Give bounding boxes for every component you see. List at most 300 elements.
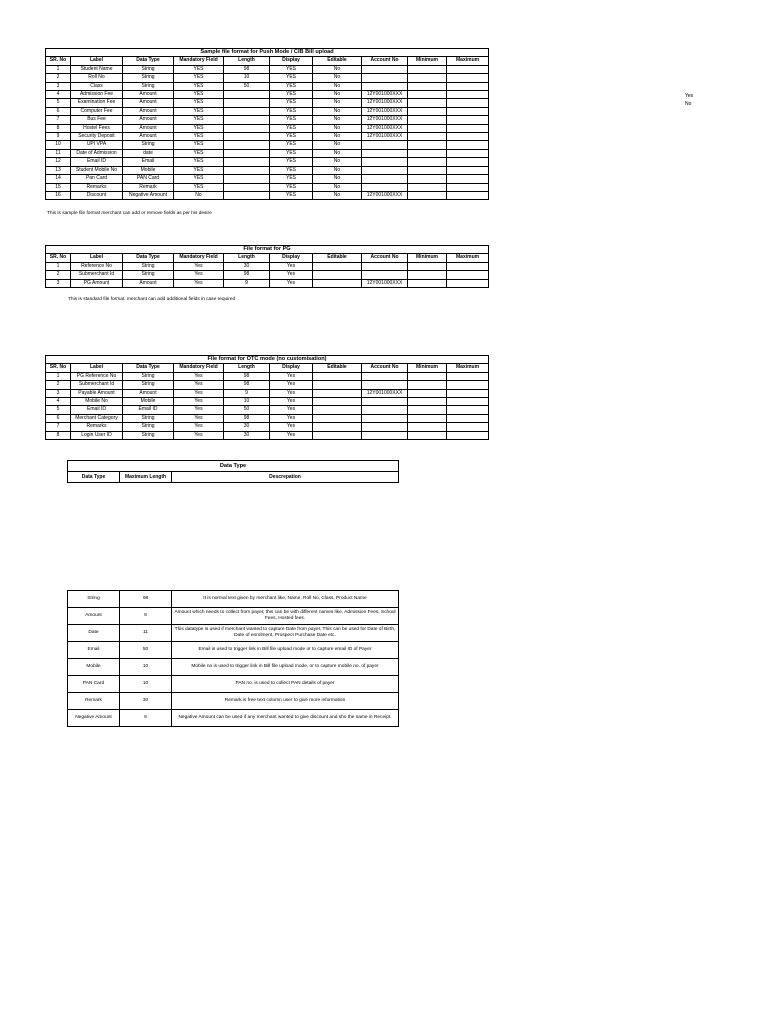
table-cell [447,431,489,439]
table-row [46,262,489,270]
table-cell: Yes [174,423,224,431]
table-cell: String [123,141,174,149]
table-cell: No [313,99,362,107]
table-cell: 12Y001000XXX [362,99,408,107]
table-cell [224,183,270,191]
table-cell [408,279,447,287]
table-cell: YES [270,175,313,183]
table-cell: No [313,133,362,141]
table-cell [224,175,270,183]
column-header: Minimum [408,364,447,372]
column-header: Minimum [408,57,447,65]
column-header: Maximum Length [120,472,172,483]
table-cell: Amount [123,91,174,99]
table-cell: Yes [270,414,313,422]
table-cell: Yes [174,398,224,406]
table-cell: String [123,271,174,279]
header-row [46,364,489,372]
table-row [68,710,399,727]
table-cell [408,423,447,431]
table-cell [313,398,362,406]
table-cell: PAN no. is used to collect PAN details of payer [172,676,399,693]
column-header: SR. No [46,57,71,65]
column-header: Minimum [408,254,447,262]
table-cell: Student Mobile No [71,166,123,174]
table-cell: No [313,141,362,149]
column-header: Account No [362,254,408,262]
table-cell [408,183,447,191]
table-title: File format for PG [46,246,489,254]
table-cell: PAN Card [68,676,120,693]
header-row [46,254,489,262]
table-cell: 3 [46,279,71,287]
table-row [68,642,399,659]
table-row [46,398,489,406]
table-cell: 98 [224,271,270,279]
table-cell [408,398,447,406]
table-cell: PAN Card [123,175,174,183]
table-cell [362,406,408,414]
table-cell: String [123,65,174,73]
table-cell: String [123,431,174,439]
table-cell [408,158,447,166]
table-cell [447,183,489,191]
table-cell: 14 [46,175,71,183]
table-cell [313,414,362,422]
table-cell: Yes [174,279,224,287]
table-cell [447,175,489,183]
table-cell [362,175,408,183]
table-cell: Yes [174,389,224,397]
table-cell: 2 [46,74,71,82]
table-cell [362,158,408,166]
table-cell: Yes [270,381,313,389]
table-cell: Yes [270,262,313,270]
table-cell: Amount which needs to collect from payer, this can be with different names like, Admission Fees, School Fees, Hosted fees. [172,608,399,625]
column-header: Maximum [447,57,489,65]
table-cell: 50 [224,406,270,414]
table-cell: Yes [174,271,224,279]
column-header: Label [71,254,123,262]
table-cell: YES [174,74,224,82]
table-cell: 3 [46,389,71,397]
table-cell [224,191,270,199]
table-cell: Reference No [71,262,123,270]
column-header: Length [224,57,270,65]
column-header: Display [270,254,313,262]
data-type-descriptions-table [67,590,399,727]
table-cell: Merchant Category [71,414,123,422]
table-row [46,183,489,191]
table-cell: 50 [120,642,172,659]
table-row [46,279,489,287]
column-header: Label [71,57,123,65]
table-cell: Yes [174,414,224,422]
table-cell [447,141,489,149]
table-cell [362,183,408,191]
table-cell: Bus Fee [71,116,123,124]
table-cell [447,423,489,431]
table-row [46,381,489,389]
column-header: Editable [313,254,362,262]
table2-note: This is standard file format, merchant can add additional fields in case required [68,297,236,302]
table-cell: 12Y001000XXX [362,91,408,99]
table-cell: Yes [270,431,313,439]
table-cell [408,82,447,90]
table-row [46,82,489,90]
table-cell [447,116,489,124]
table-cell: Negative Amount [68,710,120,727]
table-cell [447,191,489,199]
table-row [46,133,489,141]
table-cell: YES [270,91,313,99]
table-cell: String [123,414,174,422]
pg-format-table [45,245,489,288]
column-header: SR. No [46,364,71,372]
table-cell [408,133,447,141]
column-header: Length [224,254,270,262]
column-header: Account No [362,364,408,372]
table-cell: String [123,262,174,270]
table-cell: 11 [46,149,71,157]
table-cell: YES [174,91,224,99]
table-cell: Date of Admission [71,149,123,157]
table-cell: Remark [123,183,174,191]
table-cell: YES [174,141,224,149]
table-cell [362,414,408,422]
column-header: Label [71,364,123,372]
table-cell: 12Y001000XXX [362,279,408,287]
table-cell [447,262,489,270]
table-cell [362,74,408,82]
table-cell: Remark is free text column user to give more information [172,693,399,710]
table-cell [408,141,447,149]
header-row [46,57,489,65]
table-cell [224,107,270,115]
table-cell: Email [123,158,174,166]
table-cell: YES [174,99,224,107]
table-cell: Examination Fee [71,99,123,107]
table-cell: Amount [123,99,174,107]
table-cell [362,149,408,157]
table-cell [408,406,447,414]
table-cell: Security Deposit [71,133,123,141]
table-cell: YES [270,158,313,166]
table-cell: Negative Amount [123,191,174,199]
table-cell: YES [270,133,313,141]
table-cell: YES [174,133,224,141]
table-row [46,107,489,115]
table-cell: YES [174,107,224,115]
column-header: Mandatory Field [174,57,224,65]
table-cell [447,406,489,414]
table-cell: 8 [46,124,71,132]
table-row [46,141,489,149]
table-cell [447,107,489,115]
table-cell [447,74,489,82]
table-cell: YES [174,116,224,124]
table-cell: Amount [123,116,174,124]
table-cell: 12Y001000XXX [362,116,408,124]
column-header: Descrepation [172,472,399,483]
table-cell: 9 [120,710,172,727]
table-cell: 16 [46,191,71,199]
table-cell: No [313,116,362,124]
table-cell: Mobile [68,659,120,676]
table-cell: YES [174,149,224,157]
table-row [46,389,489,397]
table-cell: Yes [270,406,313,414]
table-cell: No [313,149,362,157]
table-cell: Payable Amount [71,389,123,397]
table-cell: Amount [123,107,174,115]
table-cell: 12Y001000XXX [362,389,408,397]
table-cell: Mobile No [71,398,123,406]
table-cell: 6 [46,414,71,422]
table-cell: UPI VPA [71,141,123,149]
table-cell [447,133,489,141]
table-cell: Roll No [71,74,123,82]
table-cell [408,65,447,73]
table-cell: YES [174,158,224,166]
table-cell: Mobile [123,166,174,174]
table-cell [408,191,447,199]
table-cell: Class [71,82,123,90]
table-cell: No [313,74,362,82]
table-cell: 1 [46,372,71,380]
table-cell: Hostel Fees [71,124,123,132]
table-cell [447,91,489,99]
column-header: Maximum [447,254,489,262]
table-cell [447,414,489,422]
table-cell [224,133,270,141]
table-cell: String [123,82,174,90]
table-cell: 98 [224,414,270,422]
table1-note: This is sample file format merchant can add or remove fields as per his desire [47,211,212,216]
table-cell: Pan Card [71,175,123,183]
data-type-header-table [67,460,399,483]
table-cell: PG Amount [71,279,123,287]
table-cell: 98 [120,591,172,608]
column-header: Account No [362,57,408,65]
table-cell: 5 [46,406,71,414]
column-header: Data Type [123,364,174,372]
table-cell [408,431,447,439]
table-cell: 7 [46,423,71,431]
table-cell: 5 [46,99,71,107]
table-cell: This datatype is used if merchant wanted to capture Date from payer, This can be used for Date of Birth, Date of enrolment, Prospect Purchase Date etc. [172,625,399,642]
column-header: Mandatory Field [174,254,224,262]
column-header: Data Type [123,57,174,65]
table-cell: 30 [224,423,270,431]
table-cell [313,406,362,414]
table-cell [224,116,270,124]
table-cell [447,398,489,406]
table-cell: YES [174,124,224,132]
table-cell [362,262,408,270]
table-row [46,74,489,82]
table-cell: YES [270,82,313,90]
table-cell: 12Y001000XXX [362,133,408,141]
table-row [68,608,399,625]
table-cell [362,271,408,279]
table-cell: Email ID [123,406,174,414]
table-cell: Submerchant Id [71,271,123,279]
table-cell [408,271,447,279]
table-cell [224,166,270,174]
table-cell: Yes [270,279,313,287]
table-cell: 9 [224,279,270,287]
table-cell [447,82,489,90]
table-row [68,676,399,693]
table-cell: It is normal text given by merchant like, Name, Roll No, Class, Product Name [172,591,399,608]
table-cell: String [123,74,174,82]
table-cell [447,99,489,107]
column-header: SR. No [46,254,71,262]
table-row [46,406,489,414]
column-header: Mandatory Field [174,364,224,372]
table-title: Data Type [68,461,399,472]
table-cell [447,372,489,380]
table-cell: Email [68,642,120,659]
table-cell [224,141,270,149]
table-cell [362,381,408,389]
table-cell: Email ID [71,158,123,166]
table-cell: YES [270,74,313,82]
table-cell: 2 [46,271,71,279]
table-row [46,91,489,99]
table-cell [408,107,447,115]
table-cell: 12Y001000XXX [362,107,408,115]
table-cell: Amount [123,133,174,141]
table-cell: Mobile no is used to trigger link in Bill file upload mode, or to capture mobile no. of payer [172,659,399,676]
table-cell: Amount [123,124,174,132]
table-cell [224,158,270,166]
table-cell: 10 [120,659,172,676]
table-row [46,423,489,431]
table-cell [447,65,489,73]
table-row [46,191,489,199]
table-cell: 50 [224,82,270,90]
table-cell: 1 [46,262,71,270]
column-header: Maximum [447,364,489,372]
column-header: Display [270,364,313,372]
table-cell: 8 [46,431,71,439]
table-cell [447,124,489,132]
table-cell [362,166,408,174]
table-cell: No [313,175,362,183]
table-row [68,591,399,608]
table-cell: No [313,166,362,174]
otc-format-table [45,355,489,440]
table-cell: YES [270,183,313,191]
table-cell: 4 [46,398,71,406]
table-cell: YES [270,65,313,73]
table-cell [362,398,408,406]
table-cell [408,262,447,270]
table-cell [362,82,408,90]
table-cell [408,389,447,397]
table-cell: Date [68,625,120,642]
table-cell [313,431,362,439]
table-cell: Yes [174,262,224,270]
table-row [46,99,489,107]
table-cell [313,389,362,397]
table-cell [362,423,408,431]
table-cell [408,166,447,174]
table-cell: date [123,149,174,157]
table-cell [447,381,489,389]
table-row [68,693,399,710]
table-cell: 15 [46,183,71,191]
table-cell: 10 [224,398,270,406]
table-cell [362,65,408,73]
table-cell: 98 [224,65,270,73]
column-header: Length [224,364,270,372]
column-header: Data Type [68,472,120,483]
table-cell: YES [270,107,313,115]
table-cell: YES [174,82,224,90]
table-title: File format for OTC mode (no customisation) [46,356,489,364]
table-cell [313,279,362,287]
table-cell [408,381,447,389]
table-cell [447,158,489,166]
table-cell: 98 [224,381,270,389]
table-cell: YES [270,141,313,149]
table-cell: No [313,191,362,199]
table-row [46,116,489,124]
table-cell: 12Y001000XXX [362,191,408,199]
table-cell: No [313,107,362,115]
column-header: Editable [313,57,362,65]
table-cell [447,271,489,279]
column-header: Display [270,57,313,65]
table-cell: Remark [68,693,120,710]
table-row [46,149,489,157]
table-cell: Yes [174,372,224,380]
table-cell [408,74,447,82]
table-cell: 30 [224,262,270,270]
table-cell: Amount [123,279,174,287]
table-cell: No [313,65,362,73]
table-row [46,175,489,183]
table-cell: 3 [46,82,71,90]
table-cell: Computer Fee [71,107,123,115]
table-cell [447,166,489,174]
table-cell: 1 [46,65,71,73]
table-cell: Remarks [71,423,123,431]
table-row [68,625,399,642]
table-cell: Yes [174,431,224,439]
table-cell: YES [270,149,313,157]
table-cell [313,262,362,270]
table-cell: 11 [120,625,172,642]
table-cell: YES [270,166,313,174]
table-cell [408,149,447,157]
table-cell [224,149,270,157]
table-cell: YES [270,99,313,107]
column-header: Editable [313,364,362,372]
table-cell [313,423,362,431]
table-cell: Amount [123,389,174,397]
table-row [46,158,489,166]
column-header: Data Type [123,254,174,262]
table-cell: No [313,82,362,90]
table-cell: Remarks [71,183,123,191]
table-row [46,65,489,73]
table-cell: Admission Fee [71,91,123,99]
header-row [68,472,399,483]
